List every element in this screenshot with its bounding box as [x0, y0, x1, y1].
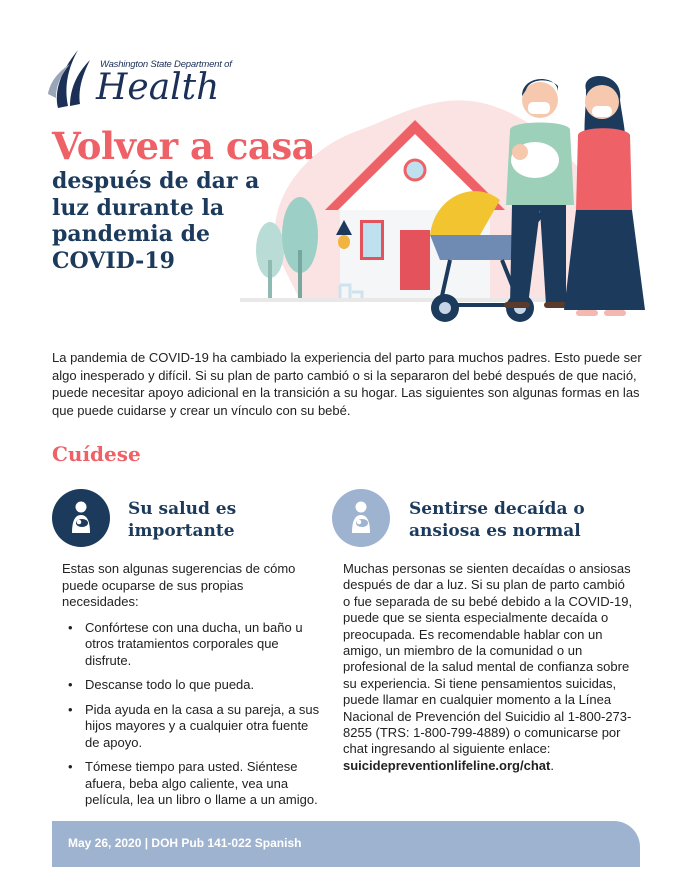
right-column-body: Muchas personas se sienten decaídas o ansiosas después de dar a luz. Si su plan de parto cambió o fue separada de su bebé debido a la COVID-19, puede que se sienta especialmente decaída o preocupada. Es recomendable hablar con un amigo, un miembro de la comunidad o un profesional de la salud mental de confianza sobre su experiencia. Si tiene pensamientos suicidas, puede llamar en cualquier momento a la Línea Nacional de Prevención del Suicidio al 1-800-273-8255 (TRS: 1-800-799-4889) o comunicarse por chat ingresando al siguiente enlace: — [343, 561, 633, 757]
lifeline-chat-link[interactable]: suicidepreventionlifeline.org/chat — [343, 757, 551, 773]
page-title: Volver a casa — [52, 124, 316, 168]
right-column — [343, 561, 633, 774]
doh-logo — [44, 42, 232, 112]
list-item: • Tómese tiempo para usted. Siéntese afuera, beba algo caliente, vea una película, lea un libro o llame a un amigo. — [68, 759, 322, 809]
list-item: • Pida ayuda en la casa a su pareja, a sus hijos mayores y a cualquier otra fuente de apoyo. — [68, 702, 322, 752]
family-house-illustration — [240, 60, 660, 340]
card-title-sentirse-decaida: Sentirse decaída o ansiosa es normal — [409, 499, 585, 541]
mother-baby-icon — [332, 489, 390, 547]
logo-department: Washington State Department of — [100, 59, 232, 70]
footer-bar — [52, 821, 640, 867]
list-item: • Confórtese con una ducha, un baño u otros tratamientos corporales que disfrute. — [68, 620, 322, 670]
section-heading-cuidese: Cuídese — [52, 442, 141, 466]
page-subtitle: después de dar a luz durante la pandemia de COVID-19 — [52, 168, 260, 274]
intro-paragraph: La pandemia de COVID-19 ha cambiado la experiencia del parto para muchos padres. Esto puede ser algo inesperado y difícil. Si su plan de parto cambió o si la separaron del bebé después de que nació, puede necesitar apoyo adicional en la transición a su hogar. Las siguientes son algunas formas en las que puede cuidarse y crear un vínculo con su bebé. — [52, 350, 642, 418]
left-column-intro: Estas son algunas sugerencias de cómo puede ocuparse de sus propias necesidades: — [62, 561, 296, 609]
self-care-list — [62, 620, 322, 809]
right-column-end: . — [550, 757, 554, 773]
mother-baby-icon — [52, 489, 110, 547]
footer-publication-info: May 26, 2020 | DOH Pub 141-022 Spanish — [68, 836, 302, 850]
list-item: • Descanse todo lo que pueda. — [68, 677, 322, 694]
left-column — [62, 561, 322, 817]
logo-health: Health — [96, 67, 220, 108]
doh-logo-mark-icon — [44, 42, 100, 112]
card-title-su-salud: Su salud es importante — [128, 499, 237, 541]
